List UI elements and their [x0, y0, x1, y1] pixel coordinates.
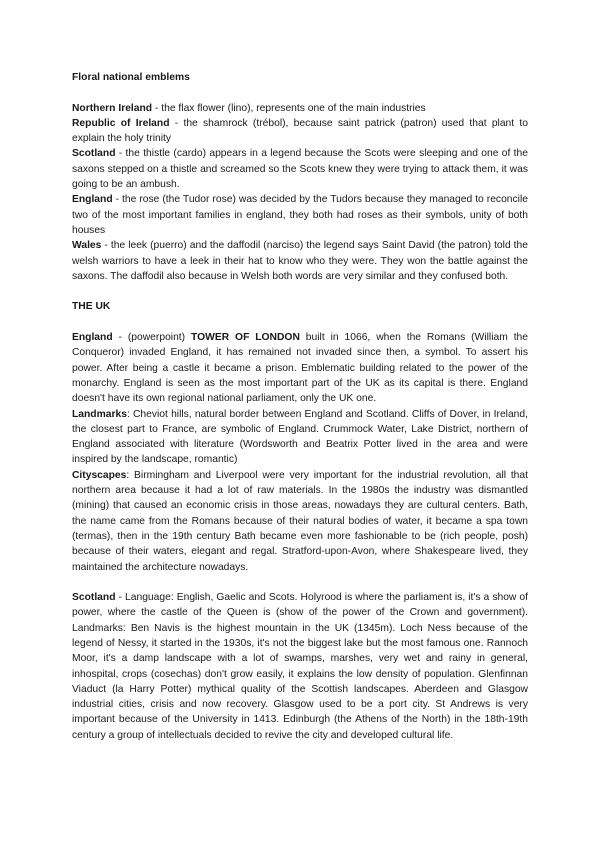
paragraph-text: built in 1066, when the Romans (William the Conqueror) invaded England, it has remained not invaded since then, a symbol. To assert his power. After being a castle it became a prison. Emblematic building related to the power of the monarchy. England is seen as the most important part of the UK as its capital is there. England doesn't have its own regional national parliament, only the UK one.	[72, 332, 529, 405]
emblem-term: Scotland	[72, 148, 116, 160]
emblem-republic-of-ireland	[72, 116, 528, 147]
document-body	[72, 70, 528, 743]
emblem-term: England	[72, 194, 113, 206]
spacer	[72, 85, 528, 100]
floral-heading: Floral national emblems	[72, 72, 190, 83]
spacer	[72, 575, 528, 590]
emblem-text: - the shamrock (trébol), because saint patrick (patron) used that plant to explain the holy trinity	[72, 117, 528, 145]
paragraph-text: : Cheviot hills, natural border between England and Scotland. Cliffs of Dover, in Ireland, the closest part to France, are symbolic of England. Crummock Water, Lake District, northern of England associated with literature (Wordsworth and Beatrix Potter lived in the area and were inspired by the landscape, romantic)	[72, 408, 528, 466]
paragraph-text: - (powerpoint)	[112, 332, 192, 344]
emblem-term: Northern Ireland	[72, 102, 153, 114]
uk-heading: THE UK	[72, 301, 111, 313]
spacer	[72, 284, 528, 299]
spacer	[72, 315, 528, 330]
emblem-wales	[72, 238, 528, 284]
emblem-text: - the rose (the Tudor rose) was decided by the Tudors because they managed to reconcile two of the most important families in england, they both had roses as their symbols, unity of both houses	[72, 194, 528, 236]
emblem-scotland	[72, 146, 528, 192]
uk-cityscapes-paragraph	[72, 468, 528, 575]
emblem-england	[72, 192, 528, 238]
paragraph-term: Cityscapes	[72, 469, 127, 481]
uk-england-paragraph	[72, 330, 528, 406]
uk-scotland-paragraph	[72, 590, 528, 743]
emblem-text: - the flax flower (lino), represents one of the main industries	[152, 102, 426, 114]
paragraph-text: : Birmingham and Liverpool were very important for the industrial revolution, all that northern area because it had a lot of raw materials. In the 1980s the industry was dismantled (mining) that caused an economic crisis in those areas, nowadays they are cultural centers. Bath, the name came from the Romans because of their natural bodies of water, it became a spa town (termas), then in the 19th century Bath became even more fashionable to be (rich people, posh) because of their waters, elegant and regal. Stratford-upon-Avon, where Shakespeare lived, they maintained the architecture nowadays.	[72, 469, 528, 573]
paragraph-term: Landmarks	[72, 408, 127, 420]
paragraph-term: England	[72, 332, 113, 344]
emblem-text: - the thistle (cardo) appears in a legend because the Scots were sleeping and one of the saxons stepped on a thistle and screamed so the Scots knew they were trying to attack them, it was going to be an ambush.	[72, 148, 528, 191]
tower-of-london-phrase: TOWER OF LONDON	[191, 332, 300, 344]
paragraph-term: Scotland	[72, 592, 116, 604]
emblem-northern-ireland	[72, 101, 528, 116]
emblem-term: Republic of Ireland	[72, 117, 170, 129]
uk-landmarks-paragraph	[72, 407, 528, 468]
paragraph-text: - Language: English, Gaelic and Scots. Holyrood is where the parliament is, it's a show of power, where the castle of the Queen is (show of the power of the Crown and government). Landmarks: Ben Navis is the highest mountain in the UK (1345m). Loch Ness because of the legend of Nessy, it started in the 1930s, it's not the biggest lake but the most famous one. Rannoch Moor, it's a damp landscape with a lot of swamps, marshes, very wet and rainy in general, inhospital, crops (cosechas) don't grow easily, it explains the low density of population. Glenfinnan Viaduct (la Harry Potter) mythical quality of the Scottish landscapes. Aberdeen and Glasgow industrial cities, crisis and now recovery. Glasgow used to be a port city. St Andrews is very important because of the University in 1413. Edinburgh (the Athens of the North) in the 18th-19th century a group of intellectuals decided to revive the city and developed cultural life.	[72, 592, 528, 741]
emblem-text: - the leek (puerro) and the daffodil (narciso) the legend says Saint David (the patron) told the welsh warriors to have a leek in their hat to know who they were. They won the battle against the saxons. The daffodil also because in Welsh both words are very similar and they confused both.	[72, 240, 528, 282]
emblem-term: Wales	[72, 240, 102, 252]
